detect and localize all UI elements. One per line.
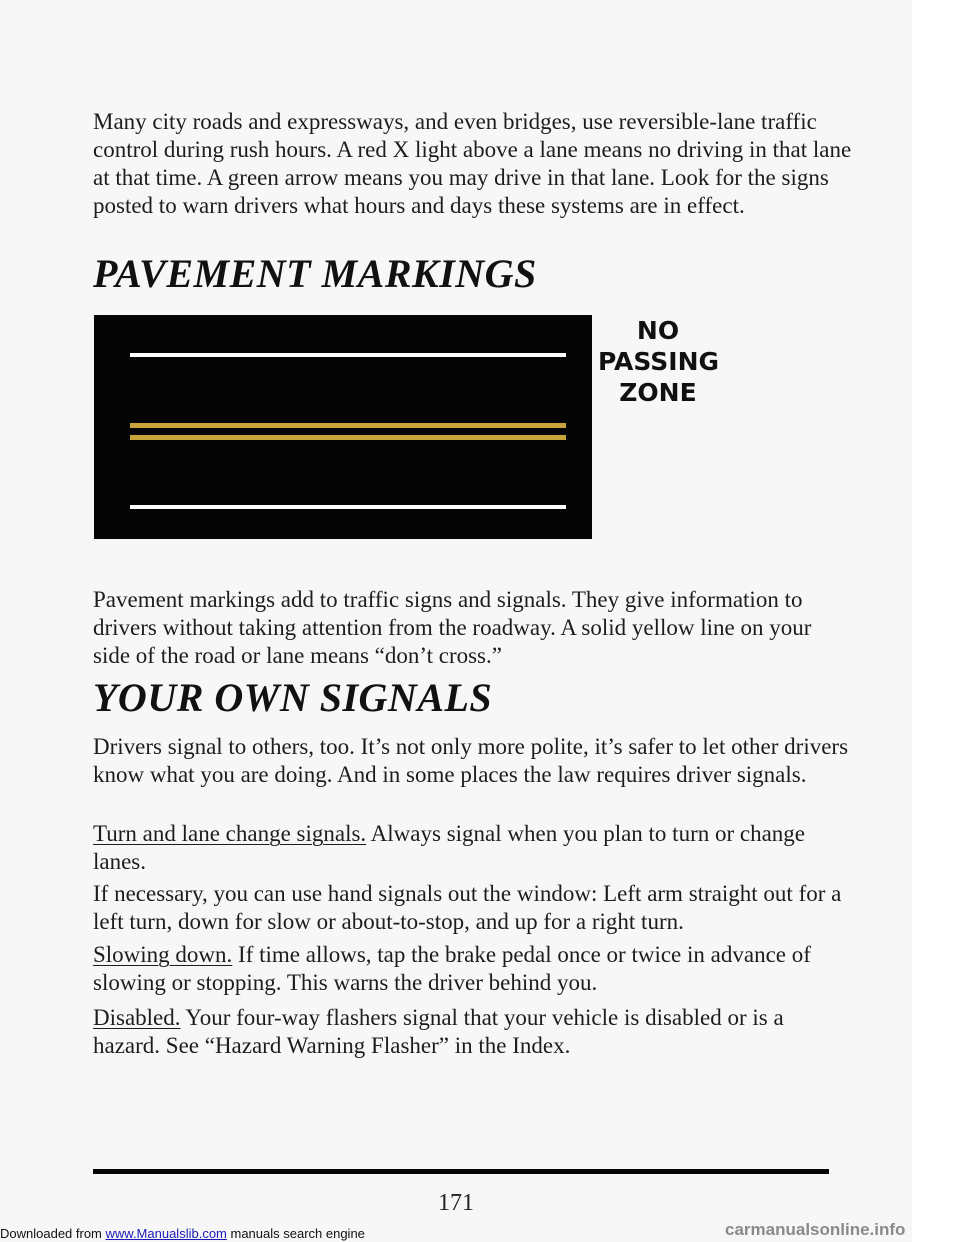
page-margin-strip bbox=[912, 0, 960, 1242]
footer-suffix: manuals search engine bbox=[226, 1226, 365, 1241]
slowing-down-text: If time allows, tap the brake pedal once or twice in advance of slowing or stopping. This warns the driver behind you. bbox=[93, 942, 811, 995]
turn-signals-text: Always signal when you plan to turn or change lanes. bbox=[93, 821, 806, 874]
footer-prefix: Downloaded from bbox=[0, 1226, 106, 1241]
pavement-paragraph: Pavement markings add to traffic signs and signals. They give information to drivers without taking attention from the roadway. A solid yellow line on your side of the road or lane means “don’t cross.” bbox=[93, 587, 812, 668]
manualslib-link[interactable]: www.Manualslib.com bbox=[105, 1226, 227, 1241]
download-footer bbox=[0, 1226, 365, 1242]
road-center-line-upper bbox=[130, 423, 566, 428]
page-footer-rule bbox=[93, 1169, 829, 1174]
road-edge-line-top bbox=[130, 353, 566, 357]
turn-signals-lead: Turn and lane change signals. bbox=[93, 821, 367, 846]
page-number: 171 bbox=[438, 1190, 474, 1216]
sign-line-2: PASSING bbox=[598, 347, 720, 376]
slowing-down-lead: Slowing down. bbox=[93, 942, 233, 967]
watermark-text: carmanualsonline.info bbox=[725, 1220, 906, 1239]
intro-paragraph: Many city roads and expressways, and even bridges, use reversible-lane traffic control during rush hours. A red X light above a lane means no driving in that lane at that time. A green arrow means you may drive in that lane. Look for the signs posted to warn drivers what hours and days these systems are in effect. bbox=[93, 109, 852, 218]
disabled-lead: Disabled. bbox=[93, 1005, 181, 1030]
sign-line-1: NO bbox=[636, 316, 680, 345]
turn-signals-paragraph bbox=[93, 820, 853, 876]
signals-intro-paragraph: Drivers signal to others, too. It’s not only more polite, it’s safer to let other drivers know what you are doing. And in some places the law requires driver signals. bbox=[93, 734, 849, 787]
your-own-signals-heading: YOUR OWN SIGNALS bbox=[93, 675, 493, 720]
disabled-text: Your four-way flashers signal that your vehicle is disabled or is a hazard. See “Hazard Warning Flasher” in the Index. bbox=[93, 1005, 784, 1058]
hand-signals-text: If necessary, you can use hand signals out the window: Left arm straight out for a left turn, down for slow or about-to-stop, and up for a right turn. bbox=[93, 881, 842, 934]
no-passing-zone-label bbox=[598, 315, 718, 408]
road-center-line-lower bbox=[130, 435, 566, 440]
disabled-paragraph bbox=[93, 1004, 853, 1060]
sign-line-3: ZONE bbox=[619, 378, 697, 407]
slowing-down-paragraph bbox=[93, 941, 853, 997]
pavement-markings-heading: PAVEMENT MARKINGS bbox=[93, 251, 537, 296]
pavement-markings-illustration bbox=[94, 315, 592, 539]
hand-signals-paragraph bbox=[93, 880, 853, 936]
road-edge-line-bottom bbox=[130, 505, 566, 509]
